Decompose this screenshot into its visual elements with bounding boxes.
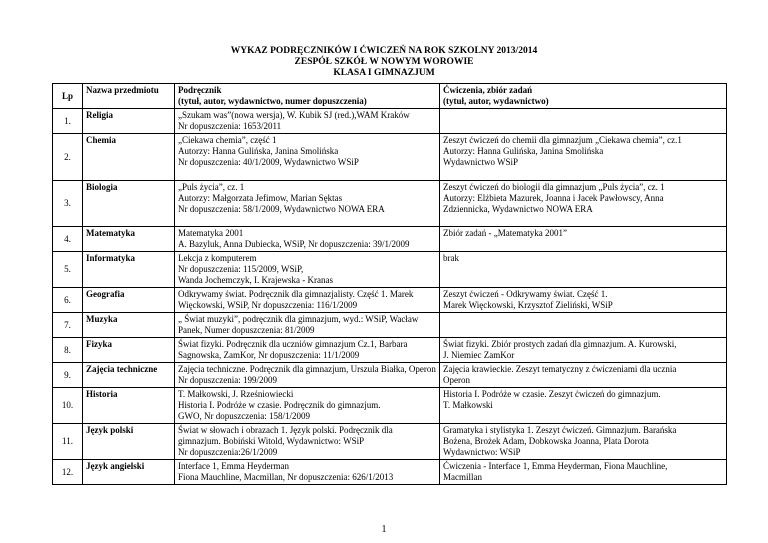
textbook-cell <box>175 227 440 252</box>
textbook-line: „Szukam was”(nowa wersja), W. Kubik SJ (red.),WAM Kraków <box>178 110 410 120</box>
exercises-cell <box>440 460 727 485</box>
subject-name: Geografia <box>83 288 175 313</box>
exercises-line: Zeszyt ćwiczeń do biologii dla gimnazjum „Puls życia”, cz. 1 <box>443 182 665 192</box>
row-number: 8. <box>53 338 83 363</box>
table-row <box>53 288 727 313</box>
table-header-row <box>53 84 727 109</box>
exercises-line: brak <box>443 253 459 263</box>
row-number: 10. <box>53 388 83 424</box>
textbook-cell <box>175 388 440 424</box>
textbook-cell <box>175 338 440 363</box>
book-list-table <box>52 83 727 485</box>
exercises-line: Operon <box>443 375 470 385</box>
exercises-cell <box>440 134 727 181</box>
table-row <box>53 134 727 181</box>
row-number: 3. <box>53 181 83 227</box>
exercises-line: Zeszyt ćwiczeń - Odkrywamy świat. Część 1. <box>443 289 608 299</box>
table-row <box>53 252 727 288</box>
school-name: ZESPÓŁ SZKÓŁ W NOWYM WOROWIE <box>294 57 474 67</box>
textbook-line: Nr dopuszczenia:26/1/2009 <box>178 447 278 457</box>
exercises-line: Marek Więckowski, Krzysztof Zieliński, WSiP <box>443 300 613 310</box>
exercises-cell <box>440 388 727 424</box>
exercises-line: Wydawnictwo WSiP <box>443 157 519 167</box>
exercises-line: T. Małkowski <box>443 400 493 410</box>
textbook-cell <box>175 363 440 388</box>
textbook-cell <box>175 252 440 288</box>
textbook-cell <box>175 424 440 460</box>
textbook-line: Panek, Numer dopuszczenia: 81/2009 <box>178 325 315 335</box>
subject-name: Fizyka <box>83 338 175 363</box>
table-row <box>53 388 727 424</box>
subject-name: Chemia <box>83 134 175 181</box>
exercises-cell <box>440 252 727 288</box>
row-number: 12. <box>53 460 83 485</box>
row-number: 9. <box>53 363 83 388</box>
exercises-line: Zajęcia krawieckie. Zeszyt tematyczny z ćwiczeniami dla ucznia <box>443 364 677 374</box>
textbook-cell <box>175 181 440 227</box>
subject-name: Język polski <box>83 424 175 460</box>
header-exercises: Ćwiczenia, zbiór zadań (tytuł, autor, wydawnictwo) <box>440 84 727 109</box>
document-title: WYKAZ PODRĘCZNIKÓW I ĆWICZEŃ NA ROK SZKOLNY 2013/2014 <box>230 46 538 56</box>
table-row <box>53 181 727 227</box>
subject-name: Religia <box>83 109 175 134</box>
textbook-cell <box>175 288 440 313</box>
subject-name: Informatyka <box>83 252 175 288</box>
exercises-line: Wydawnictwo: WSiP <box>443 447 521 457</box>
textbook-line: Autorzy: Hanna Gulińska, Janina Smolińska <box>178 146 339 156</box>
exercises-cell <box>440 363 727 388</box>
textbook-line: Wanda Jochemczyk, I. Krajewska - Kranas <box>178 275 333 285</box>
exercises-line: J. Niemiec ZamKor <box>443 350 515 360</box>
exercises-line: Autorzy: Elżbieta Mazurek, Joanna i Jacek Pawłowscy, Anna <box>443 193 664 203</box>
textbook-line: Odkrywamy świat. Podręcznik dla gimnazjalisty. Część 1. Marek <box>178 289 414 299</box>
textbook-cell <box>175 134 440 181</box>
textbook-line: Świat fizyki. Podręcznik dla uczniów gimnazjum Cz.1, Barbara <box>178 339 408 349</box>
header-book: Podręcznik (tytuł, autor, wydawnictwo, numer dopuszczenia) <box>175 84 440 109</box>
textbook-line: Sagnowska, ZamKor, Nr dopuszczenia: 11/1/2009 <box>178 350 360 360</box>
class-name: KLASA I GIMNAZJUM <box>333 68 435 78</box>
textbook-cell <box>175 460 440 485</box>
exercises-cell <box>440 288 727 313</box>
row-number: 11. <box>53 424 83 460</box>
textbook-line: Zajęcia techniczne. Podręcznik dla gimnazjum, Urszula Białka, Operon <box>178 364 436 374</box>
row-number: 2. <box>53 134 83 181</box>
row-number: 6. <box>53 288 83 313</box>
table-row <box>53 313 727 338</box>
exercises-line: Zdziennicka, Wydawnictwo NOWA ERA <box>443 204 593 214</box>
exercises-line: Gramatyka i stylistyka 1. Zeszyt ćwiczeń. Gimnazjum. Barańska <box>443 425 677 435</box>
textbook-line: Interface 1, Emma Heyderman <box>178 461 289 471</box>
exercises-cell <box>440 338 727 363</box>
textbook-line: Świat w słowach i obrazach 1. Język polski. Podręcznik dla <box>178 425 393 435</box>
exercises-cell <box>440 313 727 338</box>
textbook-line: Nr dopuszczenia: 58/1/2009, Wydawnictwo NOWA ERA <box>178 204 385 214</box>
table-row <box>53 338 727 363</box>
exercises-line: Historia I. Podróże w czasie. Zeszyt ćwiczeń do gimnazjum. <box>443 389 661 399</box>
exercises-line: Świat fizyki. Zbiór prostych zadań dla gimnazjum. A. Kurowski, <box>443 339 677 349</box>
exercises-cell <box>440 109 727 134</box>
textbook-line: Matematyka 2001 <box>178 228 244 238</box>
table-row <box>53 363 727 388</box>
textbook-line: „Ciekawa chemia”, część 1 <box>178 135 277 145</box>
row-number: 5. <box>53 252 83 288</box>
subject-name: Muzyka <box>83 313 175 338</box>
exercises-line: Ćwiczenia - Interface 1, Emma Heyderman, Fiona Mauchline, <box>443 461 668 471</box>
header-subject: Nazwa przedmiotu <box>83 84 175 109</box>
textbook-line: „ Świat muzyki”, podręcznik dla gimnazjum, wyd.: WSiP, Wacław <box>178 314 419 324</box>
exercises-line: Autorzy: Hanna Gulińska, Janina Smolińska <box>443 146 604 156</box>
textbook-line: T. Małkowski, J. Rześniowiecki <box>178 389 294 399</box>
subject-name: Zajęcia techniczne <box>83 363 175 388</box>
textbook-line: „Puls życia”, cz. 1 <box>178 182 245 192</box>
row-number: 4. <box>53 227 83 252</box>
textbook-cell <box>175 109 440 134</box>
header-lp: Lp <box>53 84 83 109</box>
subject-name: Biologia <box>83 181 175 227</box>
row-number: 1. <box>53 109 83 134</box>
textbook-line: A. Bazyluk, Anna Dubiecka, WSiP, Nr dopuszczenia: 39/1/2009 <box>178 239 410 249</box>
exercises-cell <box>440 424 727 460</box>
table-row <box>53 227 727 252</box>
table-row <box>53 424 727 460</box>
textbook-line: Nr dopuszczenia: 1653/2011 <box>178 121 282 131</box>
subject-name: Język angielski <box>83 460 175 485</box>
subject-name: Historia <box>83 388 175 424</box>
textbook-line: Autorzy: Małgorzata Jefimow, Marian Sęktas <box>178 193 343 203</box>
subject-name: Matematyka <box>83 227 175 252</box>
textbook-line: Więckowski, WSiP, Nr dopuszczenia: 116/1/2009 <box>178 300 358 310</box>
table-row <box>53 460 727 485</box>
textbook-line: Historia I. Podróże w czasie. Podręcznik do gimnazjum. <box>178 400 381 410</box>
exercises-line: Bożena, Brożek Adam, Dobkowska Joanna, Plata Dorota <box>443 436 649 446</box>
table-row <box>53 109 727 134</box>
textbook-line: Nr dopuszczenia: 40/1/2009, Wydawnictwo WSiP <box>178 157 359 167</box>
page-number: 1 <box>381 524 387 535</box>
exercises-line: Macmillan <box>443 472 482 482</box>
textbook-line: Fiona Mauchline, Macmillan, Nr dopuszczenia: 626/1/2013 <box>178 472 394 482</box>
exercises-cell <box>440 181 727 227</box>
row-number: 7. <box>53 313 83 338</box>
textbook-line: GWO, Nr dopuszczenia: 158/1/2009 <box>178 411 310 421</box>
exercises-line: Zbiór zadań - „Matematyka 2001” <box>443 228 567 238</box>
exercises-line: Zeszyt ćwiczeń do chemii dla gimnazjum „Ciekawa chemia”, cz.1 <box>443 135 682 145</box>
textbook-line: Lekcja z komputerem <box>178 253 257 263</box>
textbook-line: Nr dopuszczenia: 199/2009 <box>178 375 277 385</box>
textbook-cell <box>175 313 440 338</box>
exercises-cell <box>440 227 727 252</box>
textbook-line: gimnazjum. Bobiński Witold, Wydawnictwo: WSiP <box>178 436 365 446</box>
textbook-line: Nr dopuszczenia: 115/2009, WSiP, <box>178 264 304 274</box>
